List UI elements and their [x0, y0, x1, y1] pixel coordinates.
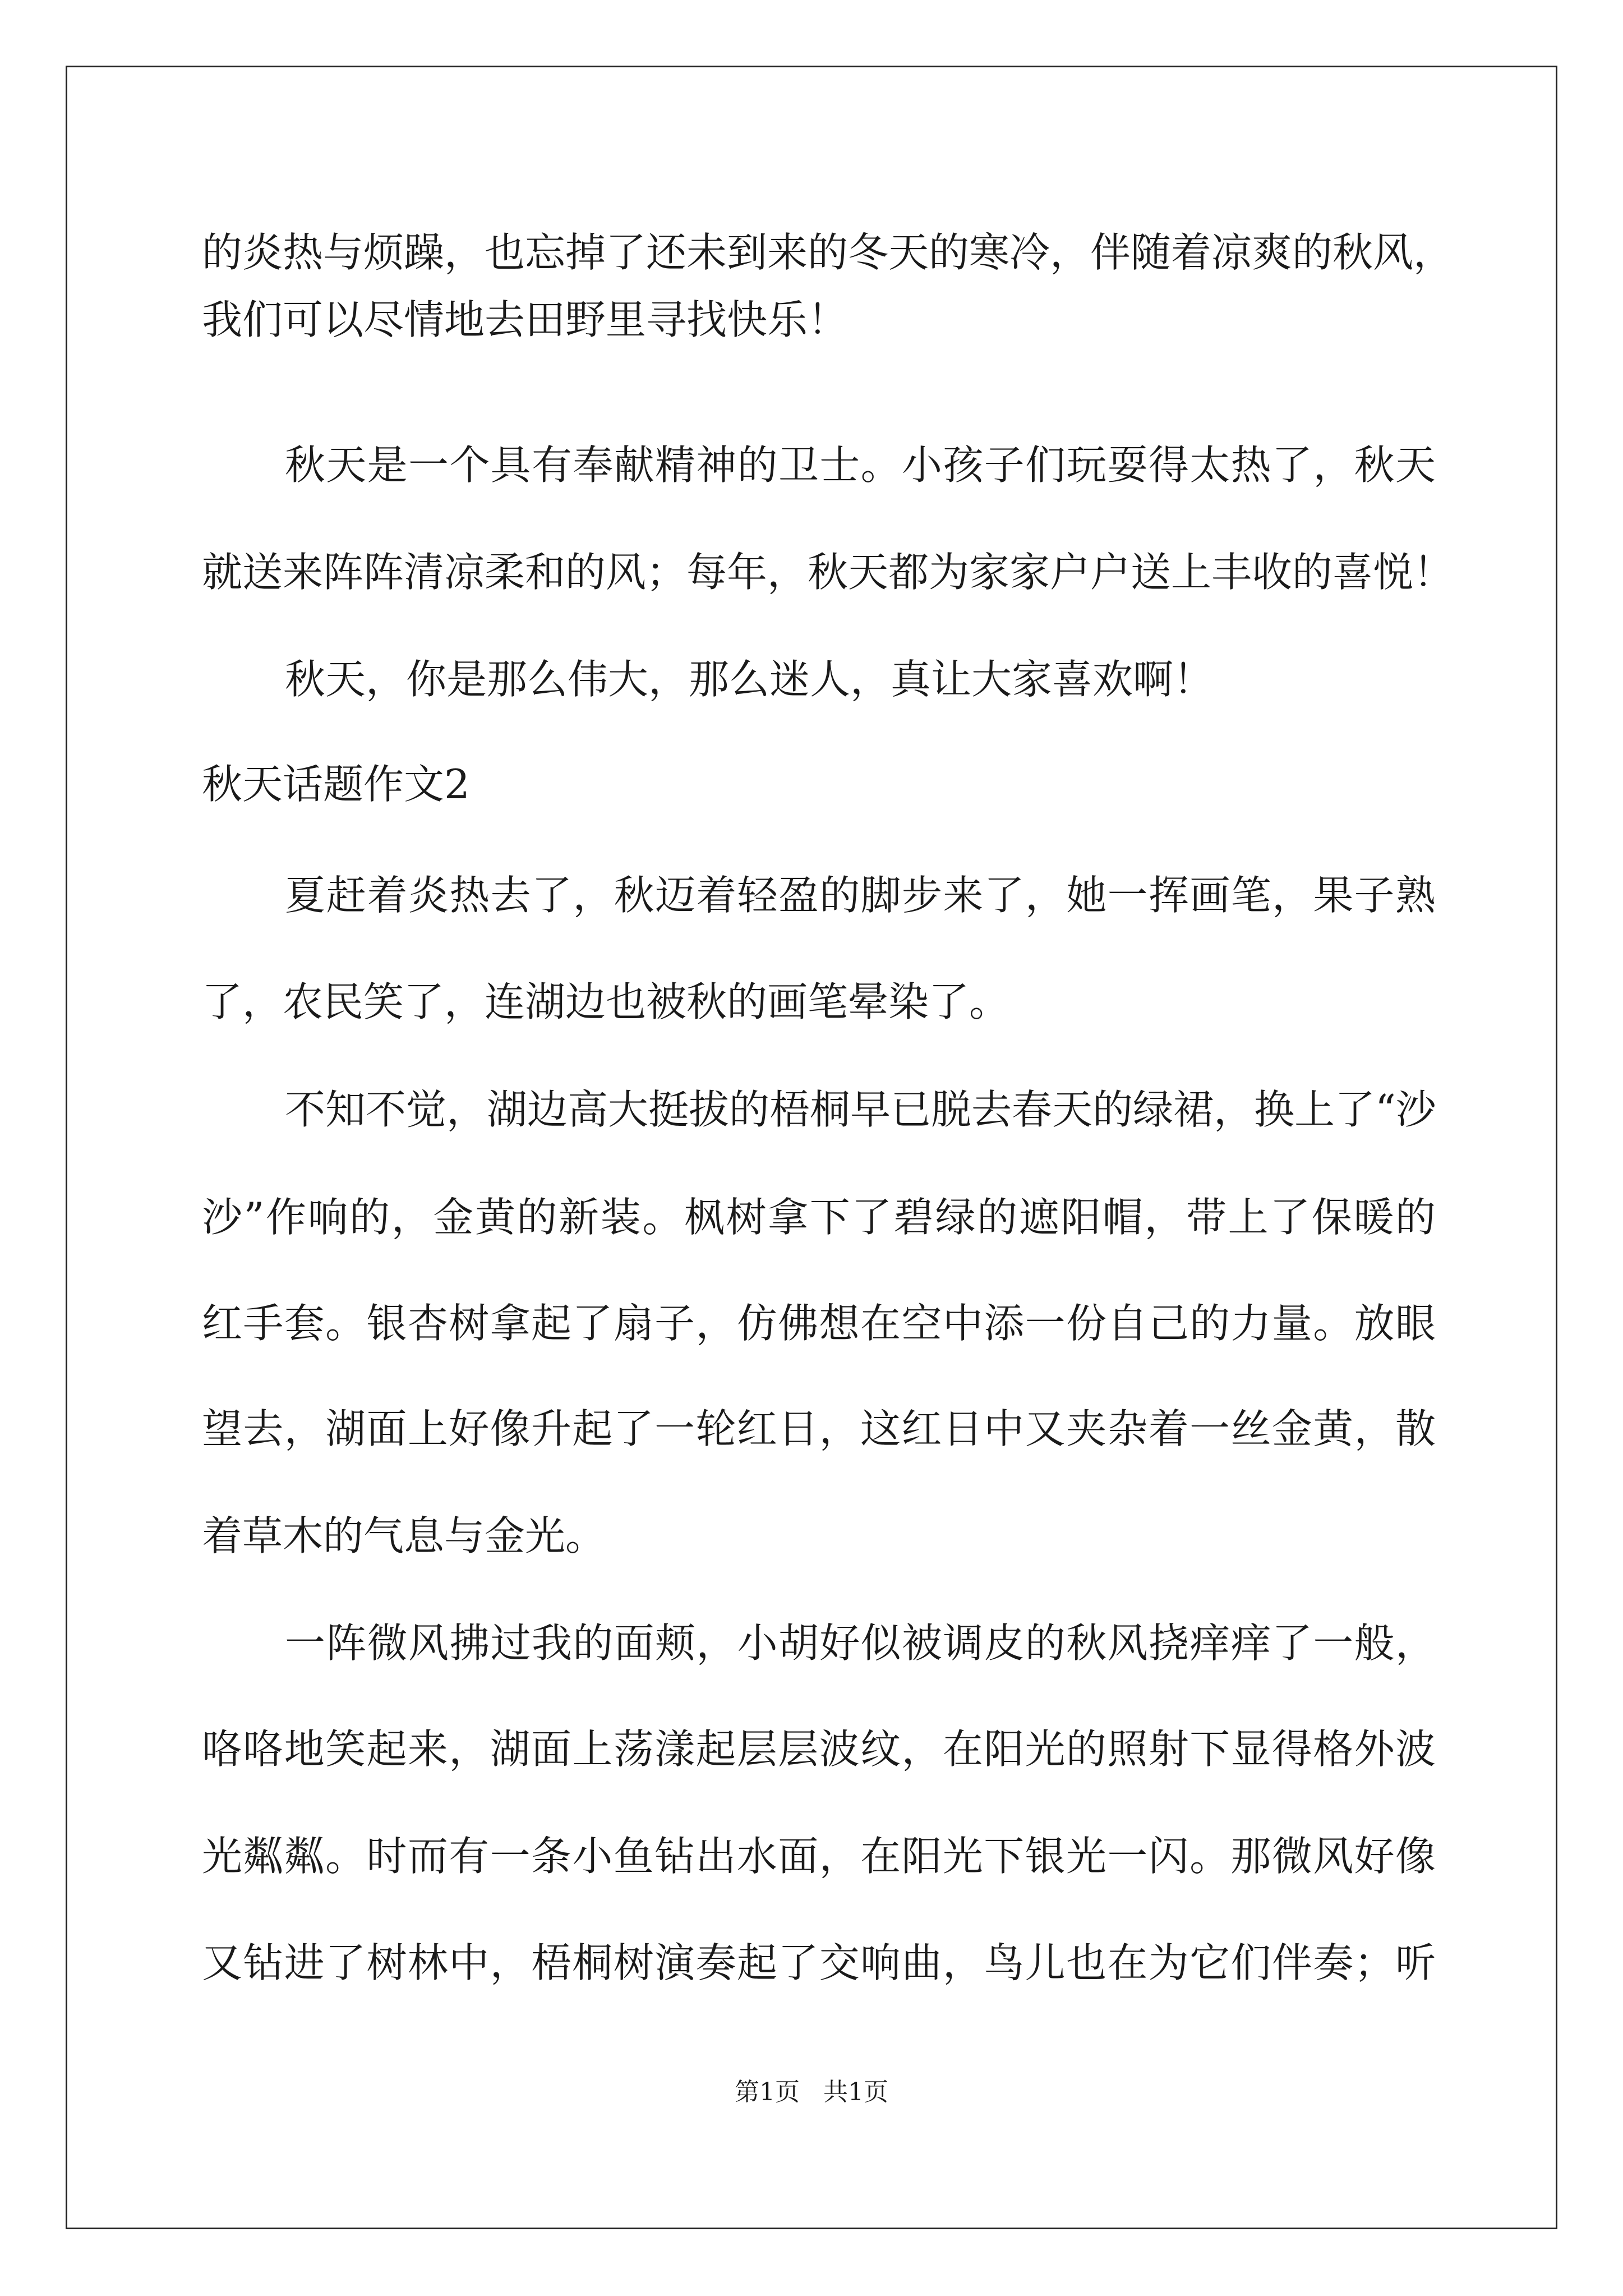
text-line: 不知不觉，湖边高大挺拔的梧桐早已脱去春天的绿裙，换上了“沙 — [285, 1086, 1436, 1133]
text-line: 着草木的气息与金光。 — [202, 1512, 606, 1559]
text-line: 我们可以尽情地去田野里寻找快乐！ — [202, 296, 849, 343]
text-line: 一阵微风拂过我的面颊，小胡好似被调皮的秋风挠痒痒了一般， — [285, 1619, 1436, 1667]
text-line: 望去，湖面上好像升起了一轮红日，这红日中又夹杂着一丝金黄，散 — [202, 1405, 1436, 1452]
text-line: 沙”作响的，金黄的新装。枫树拿下了碧绿的遮阳帽，带上了保暖的 — [202, 1194, 1436, 1241]
text-line: 的炎热与烦躁，也忘掉了还未到来的冬天的寒冷，伴随着凉爽的秋风， — [202, 229, 1454, 276]
text-line: 红手套。银杏树拿起了扇子，仿佛想在空中添一份自己的力量。放眼 — [202, 1300, 1436, 1347]
text-line: 咯咯地笑起来，湖面上荡漾起层层波纹，在阳光的照射下显得格外波 — [202, 1726, 1436, 1773]
page-footer: 第1页 共1页 — [735, 2078, 888, 2106]
page-border — [66, 66, 1557, 2229]
text-line: 光粼粼。时而有一条小鱼钻出水面，在阳光下银光一闪。那微风好像 — [202, 1833, 1436, 1880]
text-line: 就送来阵阵清凉柔和的风；每年，秋天都为家家户户送上丰收的喜悦！ — [202, 549, 1454, 596]
text-line: 又钻进了树林中，梧桐树演奏起了交响曲，鸟儿也在为它们伴奏；听 — [202, 1939, 1436, 1986]
text-line: 秋天，你是那么伟大，那么迷人，真让大家喜欢啊！ — [285, 656, 1214, 703]
text-line: 秋天是一个具有奉献精神的卫士。小孩子们玩耍得太热了，秋天 — [285, 441, 1436, 489]
text-line: 了，农民笑了，连湖边也被秋的画笔晕染了。 — [202, 978, 1010, 1025]
section-heading: 秋天话题作文2 — [202, 761, 470, 808]
text-line: 夏赶着炎热去了，秋迈着轻盈的脚步来了，她一挥画笔，果子熟 — [285, 872, 1436, 919]
